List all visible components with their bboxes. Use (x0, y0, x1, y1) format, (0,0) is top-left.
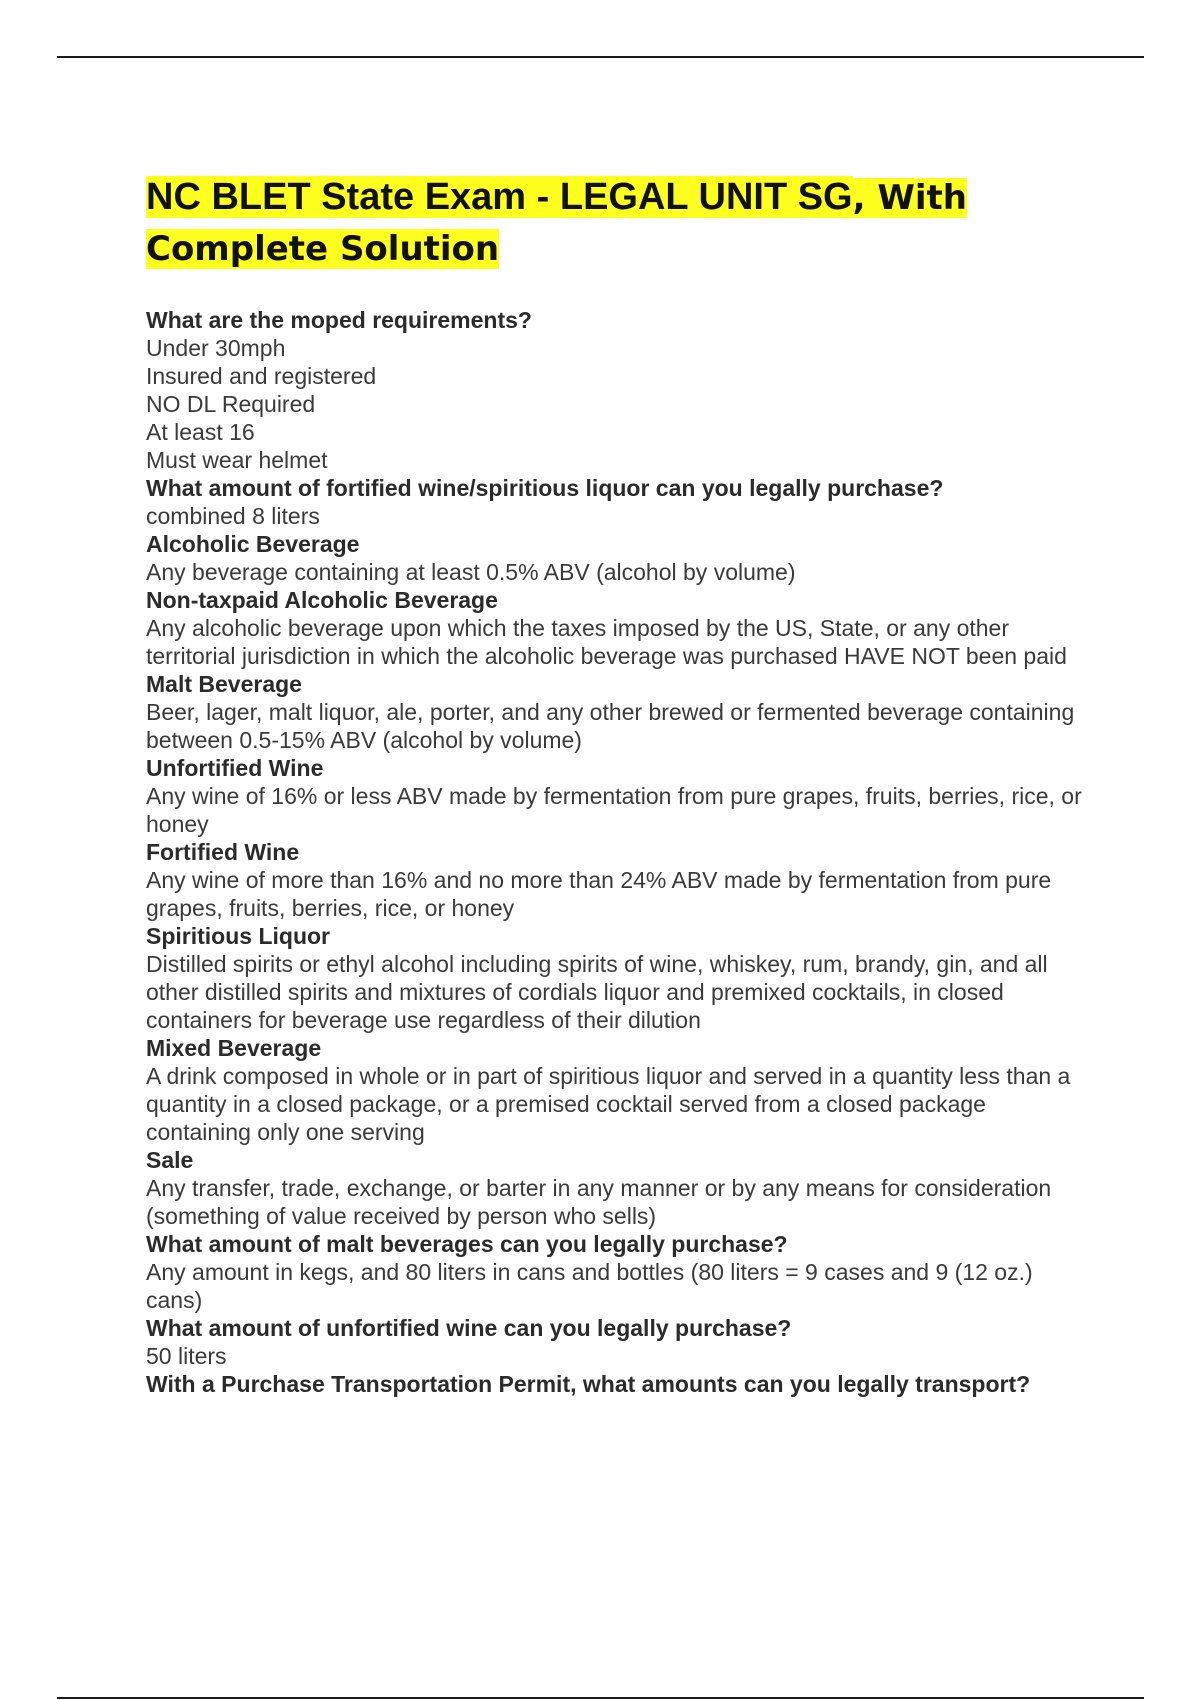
document-body (146, 172, 1086, 1398)
qa-entry (146, 474, 1086, 530)
footer-rule (57, 1697, 1144, 1699)
entry-term: What are the moped requirements? (146, 307, 532, 333)
entry-term: What amount of fortified wine/spiritious liquor can you legally purchase? (146, 475, 944, 501)
qa-entry (146, 1034, 1086, 1146)
entry-definition: NO DL Required (146, 391, 316, 417)
qa-entry (146, 586, 1086, 670)
qa-entry (146, 1370, 1086, 1398)
header-rule (57, 56, 1144, 58)
entry-definition: Any amount in kegs, and 80 liters in cans and bottles (80 liters = 9 cases and 9 (12 oz.) cans) (146, 1259, 1033, 1313)
entry-term: Fortified Wine (146, 839, 300, 865)
document-title-tail: , With Complete Solution (146, 178, 967, 269)
entry-term: What amount of malt beverages can you legally purchase? (146, 1231, 788, 1257)
entry-term: Non-taxpaid Alcoholic Beverage (146, 587, 498, 613)
qa-entry (146, 1314, 1086, 1370)
qa-list (146, 306, 1086, 1398)
entry-definition: Distilled spirits or ethyl alcohol including spirits of wine, whiskey, rum, brandy, gin, and all other distilled spirits and mixtures of cordials liquor and premixed cocktails, in closed containers for beverage use regardless of their dilution (146, 951, 1048, 1033)
document-title (146, 172, 1086, 274)
qa-entry (146, 1230, 1086, 1314)
entry-term: Sale (146, 1147, 194, 1173)
qa-entry (146, 838, 1086, 922)
qa-entry (146, 754, 1086, 838)
entry-definition: Insured and registered (146, 363, 377, 389)
entry-term: Alcoholic Beverage (146, 531, 360, 557)
qa-entry (146, 670, 1086, 754)
entry-term: Spiritious Liquor (146, 923, 330, 949)
entry-term: With a Purchase Transportation Permit, what amounts can you legally transport? (146, 1371, 1031, 1397)
document-title-main: NC BLET State Exam - LEGAL UNIT SG (146, 176, 853, 218)
qa-entry (146, 922, 1086, 1034)
entry-definition: Under 30mph (146, 335, 286, 361)
entry-definition: Must wear helmet (146, 447, 328, 473)
entry-definition: Any transfer, trade, exchange, or barter in any manner or by any means for consideration (something of value received by person who sells) (146, 1175, 1052, 1229)
entry-definition: Any alcoholic beverage upon which the taxes imposed by the US, State, or any other territorial jurisdiction in which the alcoholic beverage was purchased HAVE NOT been paid (146, 615, 1067, 669)
entry-definition: A drink composed in whole or in part of spiritious liquor and served in a quantity less than a quantity in a closed package, or a premised cocktail served from a closed package containing only one serving (146, 1063, 1071, 1145)
entry-definition: 50 liters (146, 1343, 227, 1369)
entry-term: Unfortified Wine (146, 755, 324, 781)
entry-definition: Any beverage containing at least 0.5% ABV (alcohol by volume) (146, 559, 796, 585)
entry-term: Malt Beverage (146, 671, 302, 697)
qa-entry (146, 306, 1086, 474)
entry-term: Mixed Beverage (146, 1035, 322, 1061)
entry-definition: combined 8 liters (146, 503, 320, 529)
entry-definition: Beer, lager, malt liquor, ale, porter, and any other brewed or fermented beverage containing between 0.5-15% ABV (alcohol by volume) (146, 699, 1075, 753)
entry-term: What amount of unfortified wine can you legally purchase? (146, 1315, 792, 1341)
qa-entry (146, 530, 1086, 586)
qa-entry (146, 1146, 1086, 1230)
entry-definition: At least 16 (146, 419, 255, 445)
entry-definition: Any wine of more than 16% and no more than 24% ABV made by fermentation from pure grapes, fruits, berries, rice, or honey (146, 867, 1052, 921)
entry-definition: Any wine of 16% or less ABV made by fermentation from pure grapes, fruits, berries, rice, or honey (146, 783, 1082, 837)
